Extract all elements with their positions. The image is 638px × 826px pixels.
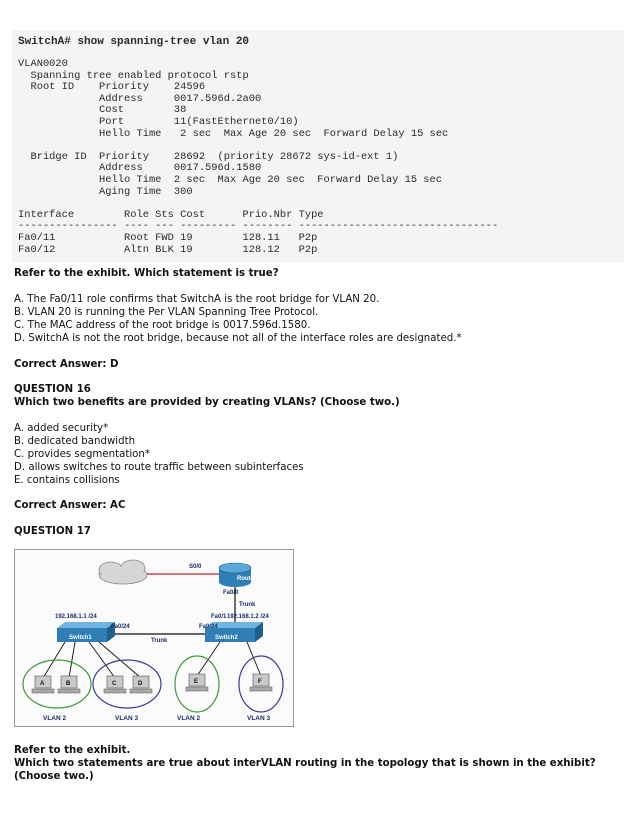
cli-command: SwitchA# show spanning-tree vlan 20 [18,36,250,48]
cli-output [18,59,498,256]
q16-option-d: D. allows switches to route traffic between subinterfaces [14,462,304,473]
q17-heading: QUESTION 17 [14,526,91,537]
q15-option-d: D. SwitchA is not the root bridge, because not all of the interface roles are designated.* [14,333,462,344]
q15-prompt: Refer to the exhibit. Which statement is true? [14,268,279,279]
cli-line: Aging Time 300 [18,185,193,198]
q16-heading: QUESTION 16 [14,384,91,395]
cli-line: Bridge ID Priority 28692 (priority 28672 sys-id-ext 1) [18,150,399,163]
router-s0-label: S0/0 [189,564,202,570]
cli-line: Fa0/11 Root FWD 19 128.11 P2p [18,231,318,244]
cli-line: Interface Role Sts Cost Prio.Nbr Type [18,208,324,221]
trunk-label: Trunk [151,638,168,644]
router-trunk-label: Trunk [239,602,256,608]
pc-d-label: D [138,681,143,687]
pc-c-label: C [112,681,117,687]
q17-prompt-2: Which two statements are true about interVLAN routing in the topology that is shown in the exhibit? [14,758,596,769]
switch2-fa024-label: Fa0/24 [199,624,218,630]
cli-line: Address 0017.596d.1580 [18,162,262,175]
pc-f-label: F [258,679,262,685]
cli-line: Cost 38 [18,104,187,117]
vlan-label: VLAN 2 [177,715,201,722]
cli-line: Spanning tree enabled protocol rstp [18,69,249,82]
switch2-label: Switch2 [215,635,238,641]
switch1-fa024-label: Fa0/24 [111,624,130,630]
q16-option-e: E. contains collisions [14,475,120,486]
pc-e-label: E [194,679,199,685]
cloud-icon [99,560,147,584]
switch1-ip-label: 192.168.1.1 /24 [55,614,97,620]
access-links [43,642,261,678]
q15-option-b: B. VLAN 20 is running the Per VLAN Spanning Tree Protocol. [14,307,319,318]
q15-option-c: C. The MAC address of the root bridge is 0017.596d.1580. [14,320,311,331]
router-name-label: Router1 [237,576,260,582]
q15-answer: Correct Answer: D [14,359,119,370]
q17-prompt-1: Refer to the exhibit. [14,745,131,756]
q16-option-c: C. provides segmentation* [14,449,150,460]
cli-line: VLAN0020 [18,58,68,70]
cli-line: Address 0017.596d.2a00 [18,92,262,105]
q17-prompt-3: (Choose two.) [14,771,94,782]
cli-line: Root ID Priority 24596 [18,81,206,94]
vlan3-ellipse [93,660,161,708]
topology-svg [15,550,293,726]
q15-option-a: A. The Fa0/11 role confirms that SwitchA is the root bridge for VLAN 20. [14,294,380,305]
router-icon [219,563,251,587]
switch2-ip-label: 192.168.1.2 /24 [227,614,269,620]
cli-line: ---------------- ---- --- --------- -------- -------------------------------- [18,220,499,233]
q16-prompt: Which two benefits are provided by creating VLANs? (Choose two.) [14,397,400,408]
q16-answer: Correct Answer: AC [14,500,126,511]
pc-a-label: A [40,681,45,687]
cli-line: Hello Time 2 sec Max Age 20 sec Forward Delay 15 sec [18,173,443,186]
vlan2-ellipse [23,660,91,708]
cli-line: Port 11(FastEthernet0/10) [18,115,299,128]
q16-option-b: B. dedicated bandwidth [14,436,136,447]
vlan-label: VLAN 2 [43,715,67,722]
switch2-fa01-label: Fa0/1 [211,614,227,620]
cli-line: Hello Time 2 sec Max Age 20 sec Forward Delay 15 sec [18,127,449,140]
router-fa00-label: Fa0/0 [223,590,239,596]
switch1-label: Switch1 [69,635,92,641]
q16-option-a: A. added security* [14,423,109,434]
network-topology-diagram [14,549,294,727]
vlan-label: VLAN 3 [247,715,271,722]
cli-line: Fa0/12 Altn BLK 19 128.12 P2p [18,243,318,256]
pc-b-label: B [66,681,71,687]
vlan-label: VLAN 3 [115,715,139,722]
